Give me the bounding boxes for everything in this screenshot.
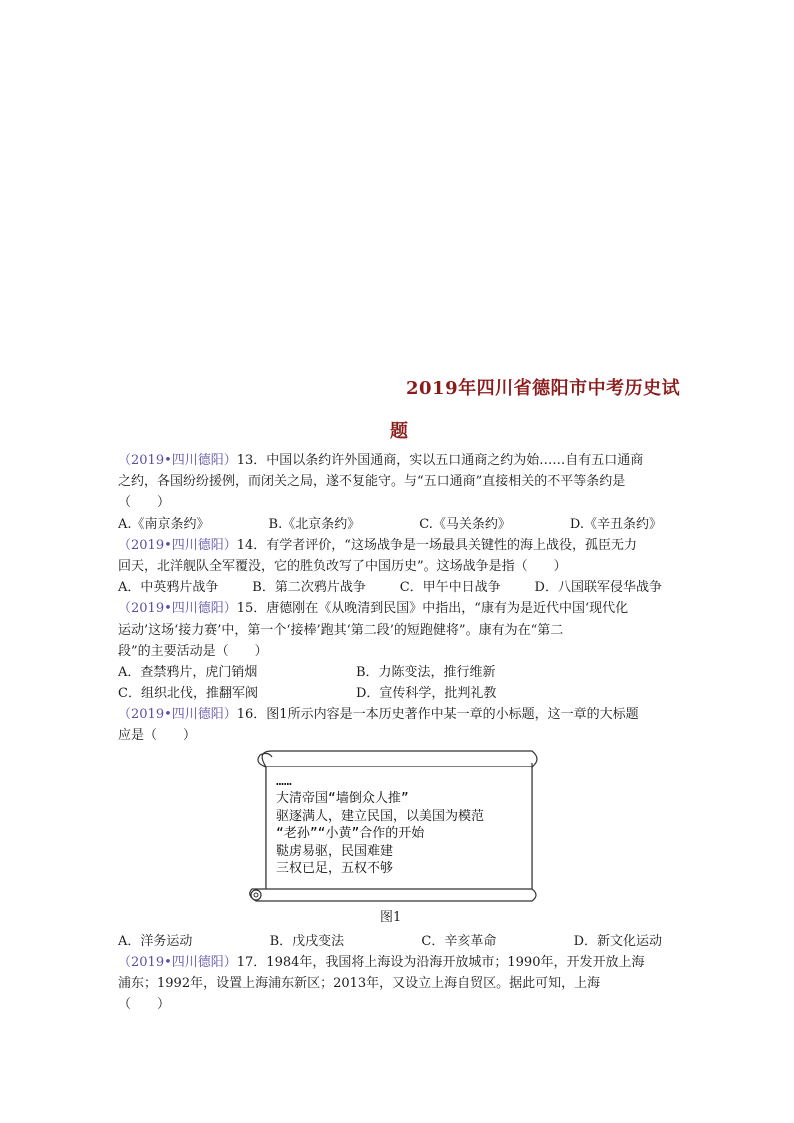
question-source: （2019•四川德阳） — [118, 707, 237, 723]
option-d: D．新文化运动 — [573, 933, 662, 949]
option-a: A．中英鸦片战争 — [118, 580, 219, 596]
question-text: 13．中国以条约许外国通商，实以五口通商之约为始……自有五口通商 — [236, 453, 644, 468]
question-16-line-1 — [118, 704, 680, 725]
question-text: 17．1984年，我国将上海设为沿海开放城市；1990年，开发开放上海 — [236, 954, 645, 970]
figure-caption: 图1 — [380, 909, 402, 925]
question-13-line-2: 之约，各国纷纷援例，而闭关之局，遂不复能守。与“五口通商”直接相关的不平等条约是 — [118, 474, 626, 490]
option-a: A.《南京条约》 — [118, 516, 210, 532]
question-16-options — [118, 931, 662, 952]
question-14-line-1 — [118, 535, 680, 556]
question-text: 15．唐德刚在《从晚清到民国》中指出，“康有为是近代中国‘现代化 — [236, 601, 629, 617]
question-17-line-2: 浦东；1992年，设置上海浦东新区；2013年，又设立上海自贸区。据此可知，上海 — [118, 976, 601, 991]
question-source: （2019•四川德阳） — [118, 537, 237, 553]
option-a: A．洋务运动 — [118, 933, 193, 949]
scroll-line: 驱逐满人，建立民国，以美国为模范 — [276, 808, 485, 824]
option-c: C.《马关条约》 — [419, 516, 511, 532]
question-source: （2019•四川德阳） — [118, 453, 237, 468]
question-15-line-3: 段”的主要活动是（ ） — [118, 643, 268, 659]
option-b: B．第二次鸦片战争 — [252, 580, 366, 596]
document-title-line1: 2019年四川省德阳市中考历史试 — [406, 378, 681, 399]
question-15-options-row-1 — [118, 662, 680, 683]
scroll-line: 鞑虏易驱，民国难建 — [276, 843, 394, 859]
scroll-line: …… — [276, 773, 292, 789]
question-15-line-1 — [118, 598, 680, 619]
scroll-figure — [118, 747, 680, 931]
option-b: B．力陈变法，推行维新 — [356, 664, 496, 680]
option-c: C．辛亥革命 — [421, 933, 497, 949]
question-13-line-3: （ ） — [118, 495, 171, 511]
question-text: 14．有学者评价，“这场战争是一场最具关键性的海上战役，孤臣无力 — [236, 537, 637, 553]
question-17-line-1 — [118, 952, 680, 973]
question-14-options — [118, 577, 662, 598]
question-14-line-2: 回天，北洋舰队全军覆没，它的胜负改写了中国历史”。这场战争是指（ ） — [118, 558, 567, 574]
option-d: D．八国联军侵华战争 — [534, 580, 662, 596]
question-15-options-row-2 — [118, 683, 680, 704]
scroll-line: 三权已足，五权不够 — [276, 861, 394, 877]
question-source: （2019•四川德阳） — [118, 954, 237, 970]
question-text: 16．图1所示内容是一本历史著作中某一章的小标题，这一章的大标题 — [236, 707, 639, 723]
question-13-options — [118, 514, 662, 535]
question-17-line-3: （ ） — [118, 997, 171, 1013]
scroll-text — [276, 773, 484, 878]
option-c: C．甲午中日战争 — [399, 580, 501, 596]
option-c: C．组织北伐，推翻军阀 — [118, 686, 258, 702]
question-list — [118, 450, 680, 1015]
question-13-line-1 — [118, 450, 680, 471]
option-a: A．查禁鸦片，虎门销烟 — [118, 664, 258, 680]
scroll-line: 大清帝国“墙倒众人推” — [276, 791, 409, 807]
document-title-line2: 题 — [390, 421, 408, 442]
option-b: B．戊戌变法 — [269, 933, 345, 949]
scroll-line: “老孙”“小黄”合作的开始 — [276, 826, 425, 842]
option-d: D.《辛丑条约》 — [569, 516, 662, 532]
question-15-line-2: 运动’这场‘接力赛’中，第一个‘接棒’跑其‘第二段’的短跑健将”。康有为在“第二 — [118, 622, 564, 638]
question-source: （2019•四川德阳） — [118, 601, 237, 617]
option-b: B.《北京条约》 — [268, 516, 361, 532]
option-d: D．宣传科学，批判礼教 — [356, 686, 497, 702]
question-16-line-2: 应是（ ） — [118, 728, 197, 744]
